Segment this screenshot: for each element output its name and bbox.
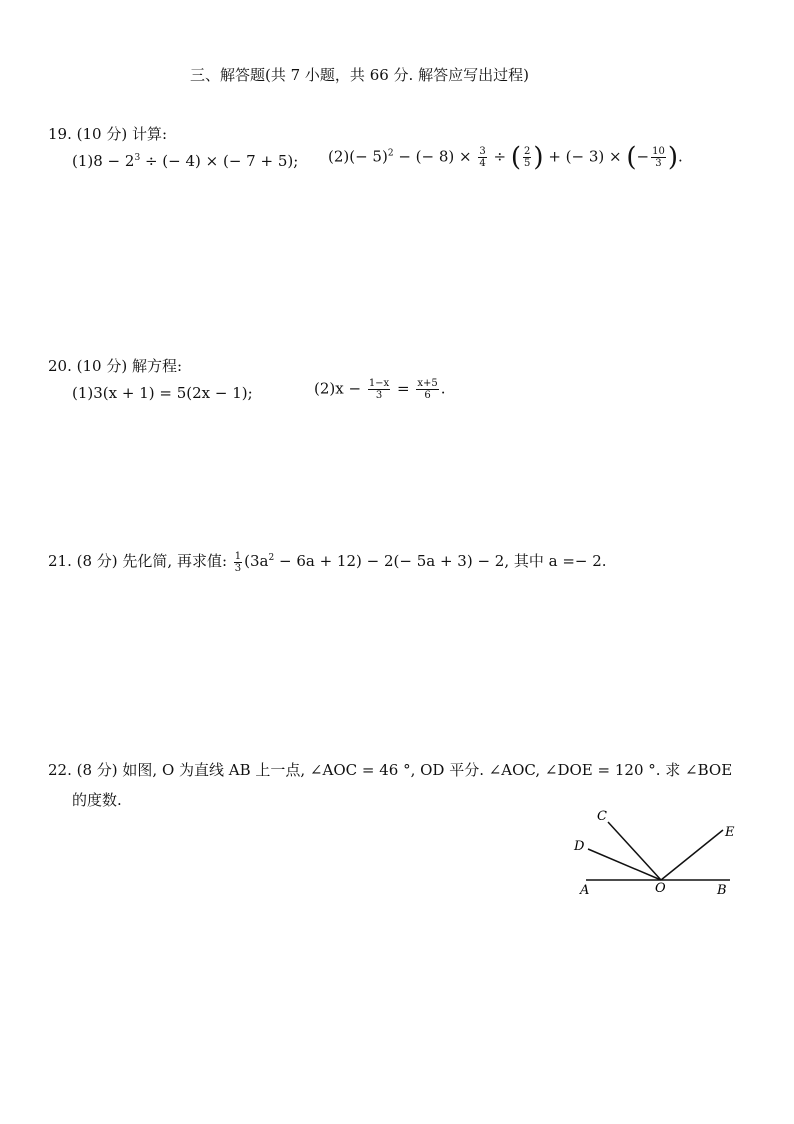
label-d: D	[574, 839, 585, 854]
q20-part2-end: .	[440, 379, 446, 398]
q20-part2	[314, 378, 445, 401]
section-title: 三、解答题(共 7 小题，共 66 分. 解答应写出过程)	[190, 66, 529, 84]
q19-fraction-3-4: $\frac{3}{4}$	[479, 146, 486, 169]
q19-part1-exp: 3	[134, 153, 141, 163]
label-b: B	[717, 883, 727, 898]
q19-part2-end: .	[677, 147, 683, 166]
q20-part2-a: (2)x −	[314, 379, 366, 398]
q21-line	[48, 550, 607, 574]
q20-fraction-left: $\frac{1-x}{3}$	[368, 378, 390, 401]
ray-oc	[608, 822, 661, 880]
q19-fraction-2-5: $\frac{2}{5}$	[524, 146, 531, 169]
q20-part2-b: =	[392, 379, 415, 398]
q19-part1	[72, 152, 298, 170]
q21-expr-b: − 6a + 12) − 2(− 5a + 3) − 2, 其中 a =− 2.	[274, 552, 607, 570]
q19-fraction-10-3: $\frac{10}{3}$	[652, 146, 665, 169]
label-c: C	[597, 809, 607, 824]
angle-figure	[560, 800, 750, 900]
q20-fraction-right: $\frac{x+5}{6}$	[417, 378, 438, 401]
q19-part2: $(2)(- 5)^2$ − (− 8) × $\frac{3}{4}$ ÷ ( $\frac{2}{5}$ ) + (− 3) × (− $\frac{10}{3}$ ).	[328, 142, 683, 173]
q19-part1-text: (1)8 − 2	[72, 152, 135, 170]
q22-line1: 22. (8 分) 如图, O 为直线 AB 上一点, ∠AOC = 46 °, OD 平分. ∠AOC, ∠DOE = 120 °. 求 ∠BOE	[48, 761, 733, 779]
ray-oe	[661, 830, 723, 880]
q19-part2-b: − (− 8) ×	[393, 147, 477, 166]
q19-part2-e: −	[636, 147, 650, 166]
q22-line2: 的度数.	[72, 791, 122, 809]
q21-expr-a: (3a	[244, 552, 269, 570]
label-e: E	[725, 825, 735, 840]
q21-heading: 21. (8 分) 先化简, 再求值:	[48, 552, 232, 570]
q21-expr-exp: 2	[268, 553, 275, 563]
q20-part1: (1)3(x + 1) = 5(2x − 1);	[72, 384, 253, 402]
q21-fraction-1-3: $\frac{1}{3}$	[234, 550, 242, 574]
q19-part2-d: + (− 3) ×	[543, 147, 627, 166]
q19-part2-a-exp: 2	[387, 148, 394, 159]
q19-part2-a: (2)(− 5)	[328, 147, 388, 166]
label-o: O	[655, 881, 666, 896]
q20-heading: 20. (10 分) 解方程:	[48, 357, 183, 375]
label-a: A	[580, 883, 590, 898]
q19-part1-rest: ÷ (− 4) × (− 7 + 5);	[140, 152, 299, 170]
q19-part2-c: ÷	[488, 147, 511, 166]
ray-od	[588, 849, 661, 880]
q19-heading: 19. (10 分) 计算:	[48, 125, 168, 143]
